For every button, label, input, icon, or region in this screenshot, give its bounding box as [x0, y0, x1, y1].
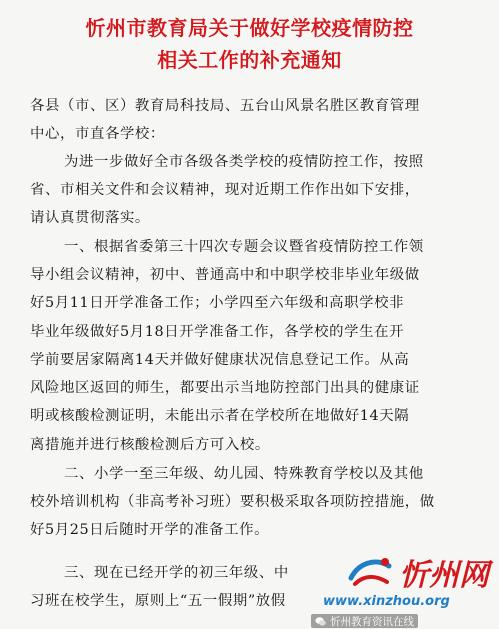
paragraph-line: 一、根据省委第三十四次专题会议暨省疫情防控工作领 — [64, 239, 424, 255]
watermark-url: www.xinzhou.org — [323, 594, 450, 609]
xinzhou-logo-icon — [347, 552, 393, 592]
wechat-source-badge — [311, 614, 418, 628]
paragraph-line: 好5月25日后随时开学的准备工作。 — [30, 522, 270, 538]
paragraph-line: 学前要居家隔离14天并做好健康状况信息登记工作。从高 — [30, 352, 410, 368]
paragraph-line: 二、小学一至三年级、幼儿园、特殊教育学校以及其他 — [64, 466, 424, 482]
paragraph-line: 明或核酸检测证明，未能出示者在学校所在地做好14天隔 — [30, 408, 410, 424]
paragraph-line: 毕业年级做好5月18日开学准备工作，各学校的学生在开 — [30, 324, 405, 340]
paragraph-line: 离措施并进行核酸检测后方可入校。 — [30, 437, 270, 453]
paragraph-line: 习班在校学生，原则上“五一假期”放假 — [30, 593, 286, 609]
paragraph-line: 风险地区返回的师生，都要出示当地防控部门出具的健康证 — [30, 380, 420, 396]
paragraph-line: 校外培训机构（非高考补习班）要积极采取各项防控措施，做 — [30, 494, 435, 510]
watermark-site-name: 忻州网 — [399, 558, 489, 593]
paragraph-line: 请认真贯彻落实。 — [30, 210, 150, 226]
notice-title-line-1: 忻州市教育局关于做好学校疫情防控 — [85, 16, 414, 40]
paragraph-line: 为进一步做好全市各级各类学校的疫情防控工作，按照 — [64, 154, 424, 170]
addressee-line: 中心，市直各学校： — [30, 126, 165, 142]
paragraph-line: 好5月11日开学准备工作；小学四至六年级和高职学校非 — [30, 295, 405, 311]
notice-title-line-2: 相关工作的补充通知 — [157, 48, 342, 72]
site-watermark — [311, 548, 491, 628]
wechat-account-name: 忻州教育资讯在线 — [330, 615, 414, 628]
wechat-icon — [315, 616, 326, 627]
paragraph-line: 省、市相关文件和会议精神，现对近期工作作出如下安排， — [30, 182, 420, 198]
paragraph-line: 三、现在已经开学的初三年级、中 — [64, 565, 289, 581]
addressee-line: 各县（市、区）教育局科技局、五台山风景名胜区教育管理 — [30, 98, 420, 114]
paragraph-line: 导小组会议精神，初中、普通高中和中职学校非毕业年级做 — [30, 267, 420, 283]
